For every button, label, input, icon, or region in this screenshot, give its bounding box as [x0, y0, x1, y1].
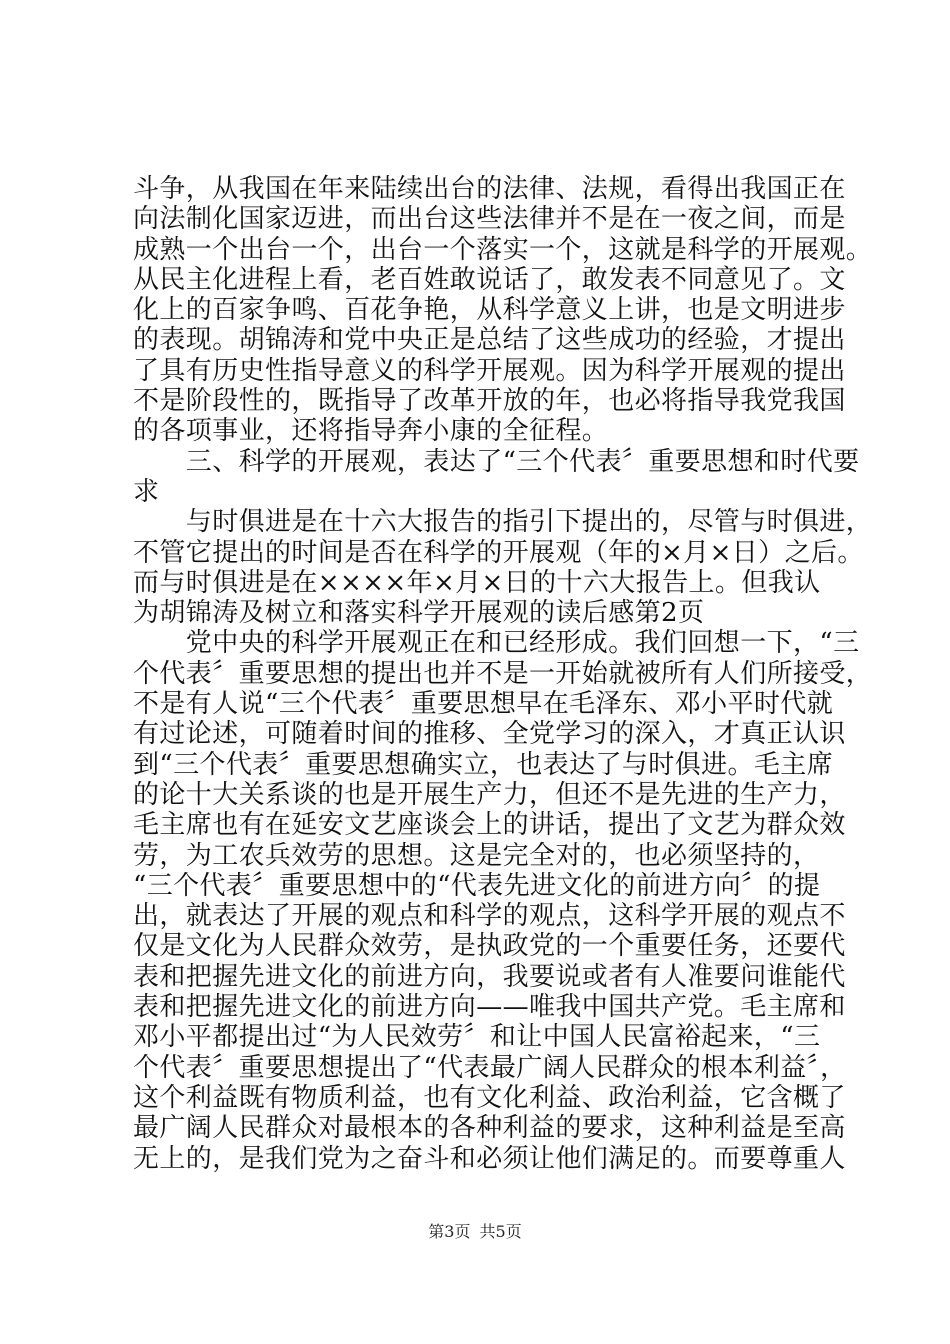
body-text [133, 174, 873, 1174]
text-line: 而与时俱进是在××××年×月×日的十六大报告上。但我认 [133, 567, 821, 598]
total-pages: 共5页 [479, 1222, 522, 1241]
text-line: 个代表〞重要思想的提出也并不是一开始就被所有人们所接受， [133, 658, 873, 689]
text-line: 个代表〞重要思想提出了“代表最广阔人民群众的根本利益〞， [133, 1052, 847, 1083]
text-line: 成熟一个出台一个，出台一个落实一个，这就是科学的开展观。 [133, 234, 873, 265]
text-line: 三、科学的开展观，表达了“三个代表〞重要思想和时代要 [133, 446, 860, 477]
text-line: 表和把握先进文化的前进方向——唯我中国共产党。毛主席和 [133, 992, 846, 1023]
text-line: 化上的百家争鸣、百花争艳，从科学意义上讲，也是文明进步 [133, 295, 846, 326]
text-line: “三个代表〞重要思想中的“代表先进文化的前进方向〞的提 [133, 870, 821, 901]
text-line: 不是阶段性的，既指导了改革开放的年，也必将指导我党我国 [133, 386, 846, 417]
text-line: 邓小平都提出过“为人民效劳〞和让中国人民富裕起来，“三 [133, 1022, 821, 1053]
text-line: 向法制化国家迈进，而出台这些法律并不是在一夜之间，而是 [133, 204, 846, 235]
text-line: 最广阔人民群众对最根本的各种利益的要求，这种利益是至高 [133, 1113, 846, 1144]
text-line: 的表现。胡锦涛和党中央正是总结了这些成功的经验，才提出 [133, 325, 846, 356]
text-line: 劳，为工农兵效劳的思想。这是完全对的，也必须坚持的， [133, 840, 820, 871]
text-line: 从民主化进程上看，老百姓敢说话了，敢发表不同意见了。文 [133, 264, 846, 295]
text-line: 为胡锦涛及树立和落实科学开展观的读后感第2页 [133, 598, 705, 629]
page-footer [0, 1222, 950, 1242]
text-line: 出，就表达了开展的观点和科学的观点，这科学开展的观点不 [133, 901, 846, 932]
text-line: 这个利益既有物质利益，也有文化利益、政治利益，它含概了 [133, 1082, 846, 1113]
text-line: 表和把握先进文化的前进方向，我要说或者有人准要问谁能代 [133, 961, 846, 992]
text-line: 不是有人说“三个代表〞重要思想早在毛泽东、邓小平时代就 [133, 689, 834, 720]
text-line: 不管它提出的时间是否在科学的开展观（年的×月×日）之后。 [133, 537, 864, 568]
text-line: 与时俱进是在十六大报告的指引下提出的，尽管与时俱进， [133, 507, 873, 538]
text-line: 党中央的科学开展观正在和已经形成。我们回想一下，“三 [133, 628, 860, 659]
page-number: 第3页 [428, 1222, 471, 1241]
text-line: 有过论述，可随着时间的推移、全党学习的深入，才真正认识 [133, 719, 846, 750]
text-line: 毛主席也有在延安文艺座谈会上的讲话，提出了文艺为群众效 [133, 810, 846, 841]
text-line: 求 [133, 476, 160, 507]
text-line: 斗争，从我国在年来陆续出台的法律、法规，看得出我国正在 [133, 174, 846, 204]
text-line: 的各项事业，还将指导奔小康的全征程。 [133, 416, 609, 447]
text-line: 的论十大关系谈的也是开展生产力，但还不是先进的生产力， [133, 779, 846, 810]
text-line: 仅是文化为人民群众效劳，是执政党的一个重要任务，还要代 [133, 931, 846, 962]
text-line: 到“三个代表〞重要思想确实立，也表达了与时俱进。毛主席 [133, 749, 834, 780]
text-line: 了具有历史性指导意义的科学开展观。因为科学开展观的提出 [133, 355, 846, 386]
text-line: 无上的，是我们党为之奋斗和必须让他们满足的。而要尊重人 [133, 1143, 846, 1174]
